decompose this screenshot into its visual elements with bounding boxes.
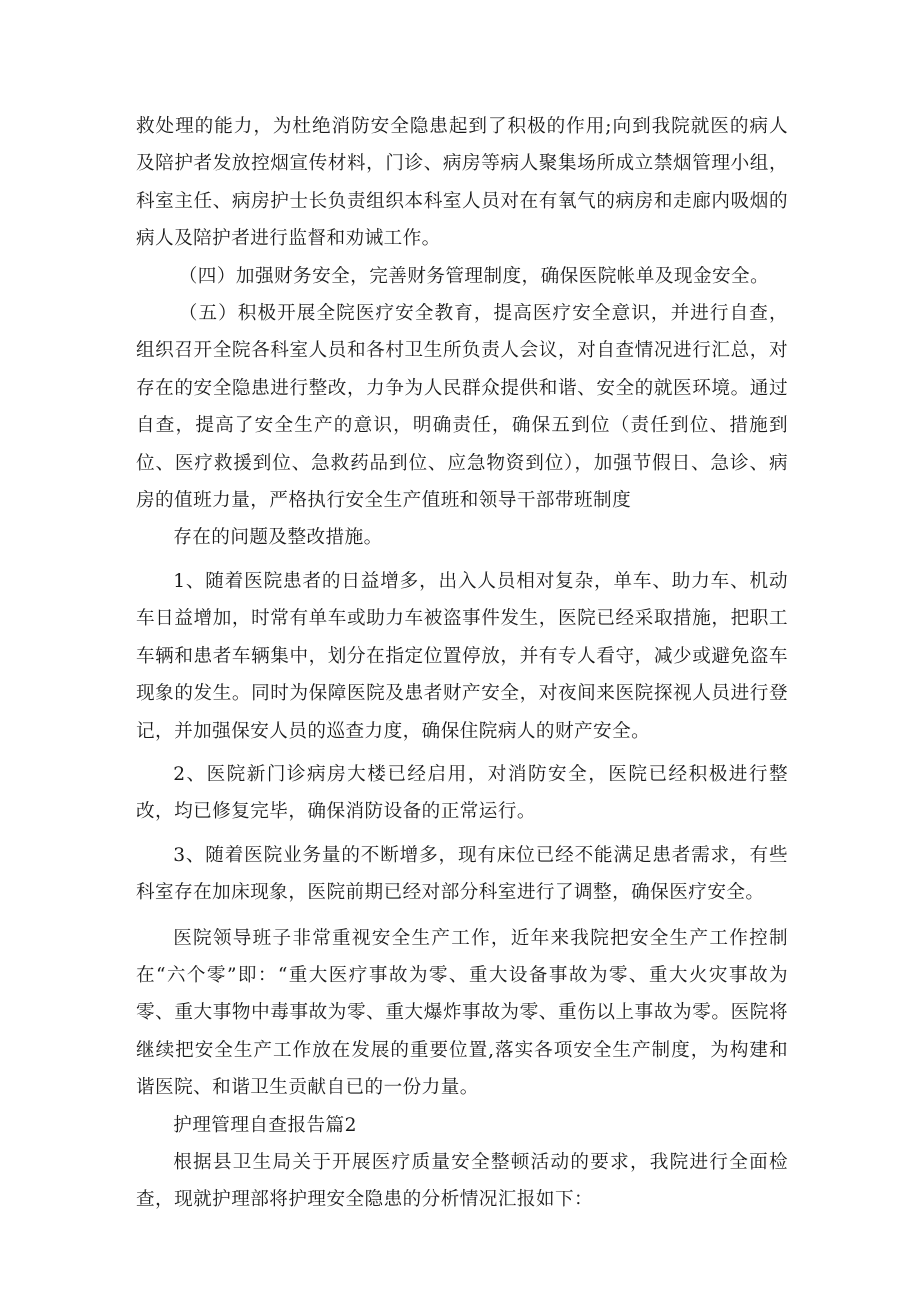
paragraph-safety-education: （五）积极开展全院医疗安全教育，提高医疗安全意识，并进行自查，组织召开全院各科室人员和各村卫生所负责人会议，对自查情况进行汇总，对存在的安全隐患进行整改，力争为人民群众提供和谐、安全的就医环境。通过自查，提高了安全生产的意识，明确责任，确保五到位（责任到位、措施到位、医疗救援到位、急救药品到位、应急物资到位），加强节假日、急诊、病房的值班力量，严格执行安全生产值班和领导干部带班制度 — [136, 303, 788, 512]
section-heading-problems: 存在的问题及整改措施。 — [173, 527, 383, 549]
paragraph-report-intro: 根据县卫生局关于开展医疗质量安全整顿活动的要求，我院进行全面检查，现就护理部将护理安全隐患的分析情况汇报如下： — [136, 1151, 788, 1211]
paragraph-finance-safety: （四）加强财务安全，完善财务管理制度，确保医院帐单及现金安全。 — [178, 265, 770, 287]
paragraph-continuation: 救处理的能力，为杜绝消防安全隐患起到了积极的作用;向到我院就医的病人及陪护者发放控烟宣传材料，门诊、病房等病人聚集场所成立禁烟管理小组，科室主任、病房护士长负责组织本科室人员对在有氧气的病房和走廊内吸烟的病人及陪护者进行监督和劝诫工作。 — [136, 116, 788, 250]
paragraph-item-1: 1、随着医院患者的日益增多，出入人员相对复杂，单车、助力车、机动车日益增加，时常有单车或助力车被盗事件发生，医院已经采取措施，把职工车辆和患者车辆集中，划分在指定位置停放，并有专人看守，减少或避免盗车现象的发生。同时为保障医院及患者财产安全，对夜间来医院探视人员进行登记，并加强保安人员的巡查力度，确保住院病人的财产安全。 — [136, 570, 788, 742]
paragraph-item-2: 2、医院新门诊病房大楼已经启用，对消防安全，医院已经积极进行整改，均已修复完毕，确保消防设备的正常运行。 — [136, 763, 788, 823]
document-body — [136, 108, 788, 1219]
paragraph-leadership: 医院领导班子非常重视安全生产工作，近年来我院把安全生产工作控制在“六个零”即：“重大医疗事故为零、重大设备事故为零、重大火灾事故为零、重大事物中毒事故为零、重大爆炸事故为零、重伤以上事故为零。医院将继续把安全生产工作放在发展的重要位置,落实各项安全生产制度，为构建和谐医院、和谐卫生贡献自已的一份力量。 — [136, 927, 788, 1099]
paragraph-item-3: 3、随着医院业务量的不断增多，现有床位已经不能满足患者需求，有些科室存在加床现象，医院前期已经对部分科室进行了调整，确保医疗安全。 — [136, 844, 788, 904]
section-heading-report-2: 护理管理自查报告篇2 — [173, 1114, 357, 1136]
